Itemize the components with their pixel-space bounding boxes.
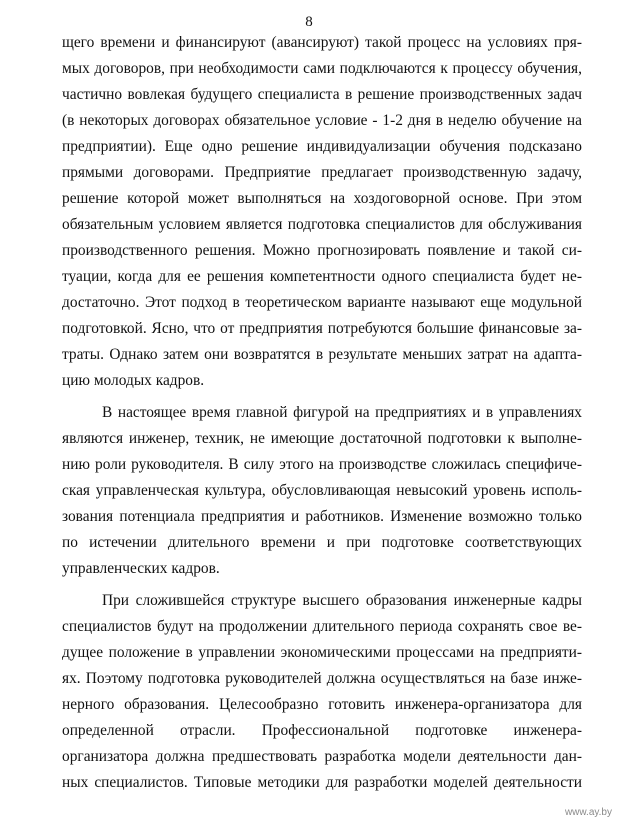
text-line: частично вовлекая будущего специалиста в решение производственных задач <box>62 86 582 103</box>
text-line: организатора должна предшествовать разработка модели деятельности дан- <box>62 748 582 765</box>
text-line: по истечении длительного времени и при подготовке соответствующих <box>62 534 582 551</box>
text-line: достаточно. Этот подход в теоретическом варианте называют еще модульной <box>62 294 582 311</box>
text-line: цию молодых кадров. <box>62 372 205 389</box>
text-line: зования потенциала предприятия и работников. Изменение возможно только <box>62 508 582 525</box>
text-line: туации, когда для ее решения компетентности одного специалиста будет не- <box>62 268 582 285</box>
text-line: щего времени и финансируют (авансируют) такой процесс на условиях пря- <box>62 34 582 51</box>
text-line: мых договоров, при необходимости сами подключаются к процессу обучения, <box>62 60 582 77</box>
text-line: траты. Однако затем они возвратятся в результате меньших затрат на адапта- <box>62 346 582 363</box>
text-line: (в некоторых договорах обязательное условие - 1-2 дня в неделю обучение на <box>62 112 582 129</box>
text-line: производственного решения. Можно прогнозировать появление и такой си- <box>62 242 582 259</box>
text-line: определенной отрасли. Профессиональной подготовке инженера- <box>62 722 582 739</box>
page-number: 8 <box>305 14 313 30</box>
text-line: обязательным условием является подготовка специалистов для обслуживания <box>62 216 582 233</box>
text-line: специалистов будут на продолжении длительного периода сохранять свое ве- <box>62 618 582 635</box>
text-line: управленческих кадров. <box>62 560 220 577</box>
text-line: ях. Поэтому подготовка руководителей должна осуществляться на базе инже- <box>62 670 582 687</box>
text-line: прямыми договорами. Предприятие предлагает производственную задачу, <box>62 164 582 181</box>
text-line: дущее положение в управлении экономическими процессами на предприяти- <box>62 644 582 661</box>
text-line: подготовкой. Ясно, что от предприятия потребуются большие финансовые за- <box>62 320 582 337</box>
text-line: нию роли руководителя. В силу этого на производстве сложилась специфиче- <box>62 456 582 473</box>
text-line: ных специалистов. Типовые методики для разработки моделей деятельности <box>62 774 582 791</box>
text-line: являются инженер, техник, не имеющие достаточной подготовки к выполне- <box>62 430 582 447</box>
text-line: При сложившейся структуре высшего образования инженерные кадры <box>102 592 582 609</box>
text-line: нерного образования. Целесообразно готовить инженера-организатора для <box>62 696 582 713</box>
text-line: ская управленческая культура, обусловливающая невысокий уровень исполь- <box>62 482 582 499</box>
watermark: www.ay.by <box>564 807 612 818</box>
text-line: В настоящее время главной фигурой на предприятиях и в управлениях <box>102 404 582 421</box>
text-line: решение которой может выполняться на хоздоговорной основе. При этом <box>62 190 582 207</box>
text-line: предприятии). Еще одно решение индивидуализации обучения подсказано <box>62 138 582 155</box>
